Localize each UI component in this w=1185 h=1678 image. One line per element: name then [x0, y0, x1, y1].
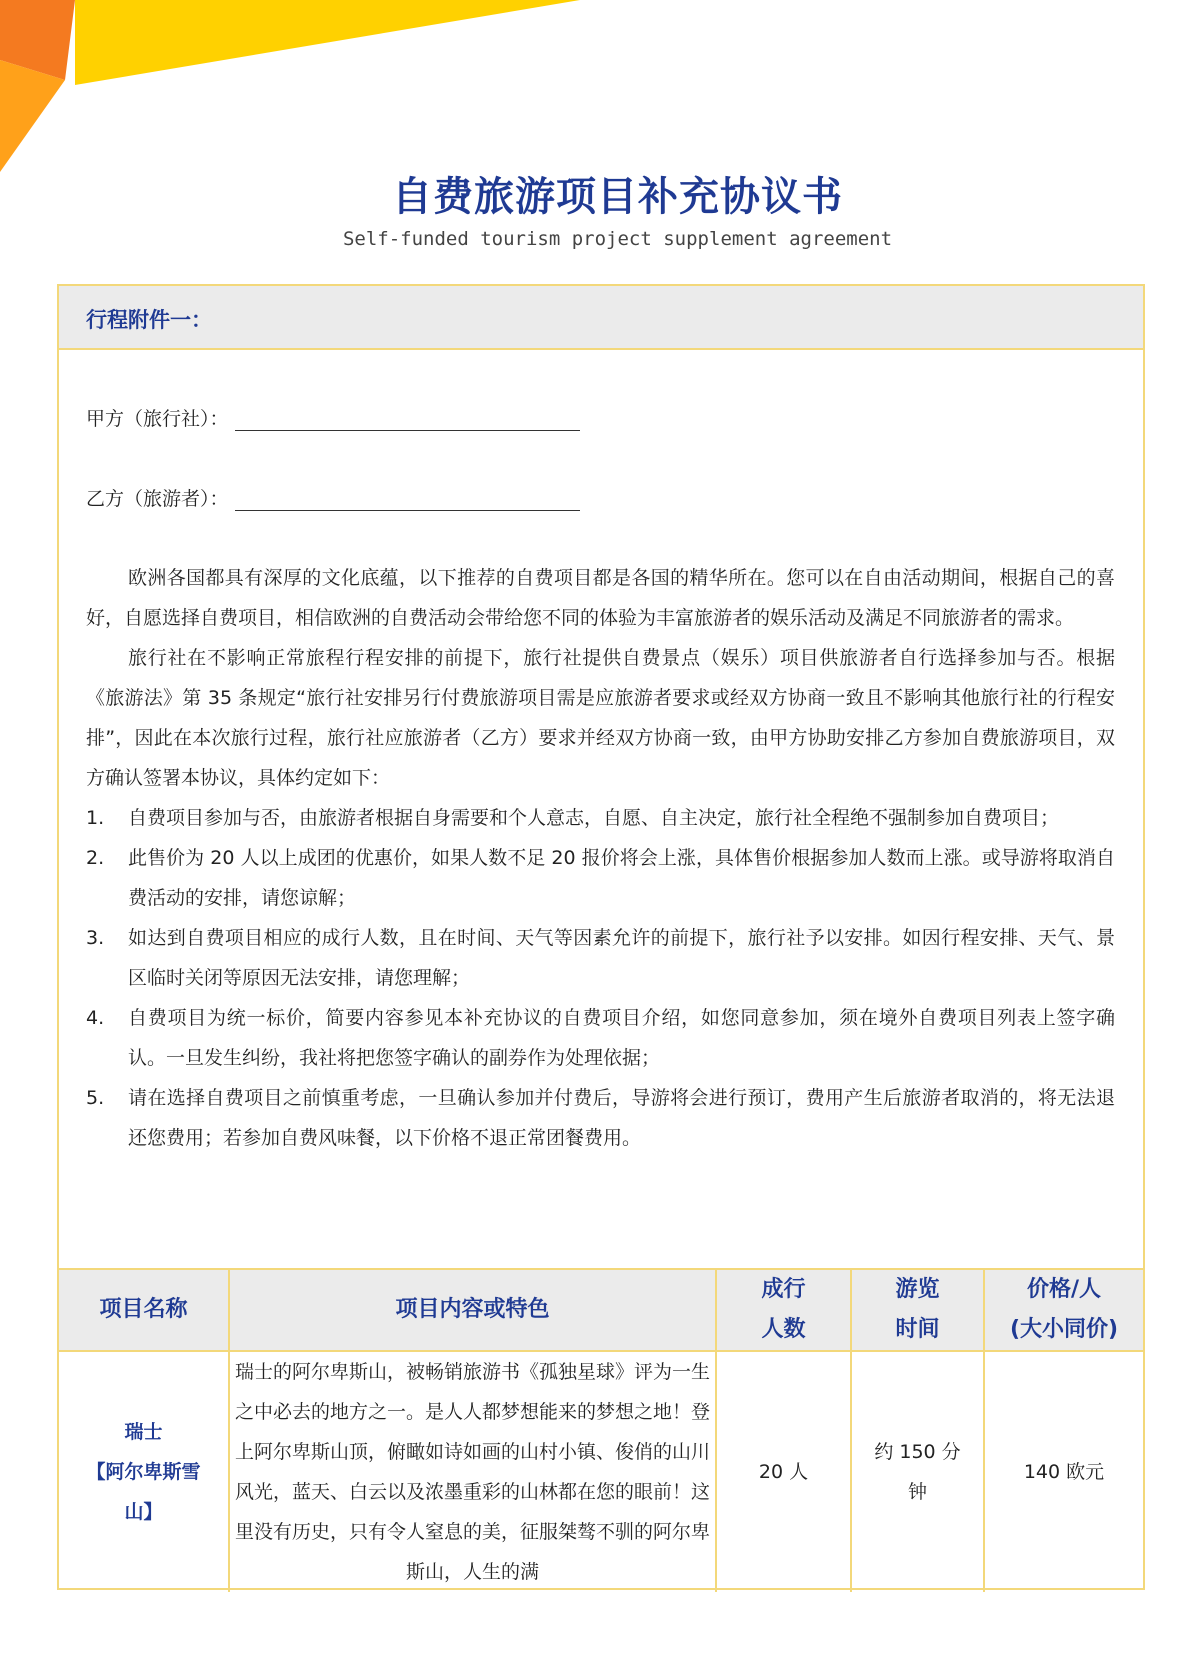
document-subtitle: Self-funded tourism project supplement agreement	[342, 228, 893, 250]
party-a-row	[86, 404, 580, 431]
header-people	[716, 1269, 851, 1351]
header-people-line1: 成行	[761, 1277, 806, 1302]
item-content: 瑞士的阿尔卑斯山，被畅销旅游书《孤独星球》评为一生之中必去的地方之一。是人人都梦想能来的梦想之地！登上阿尔卑斯山顶，俯瞰如诗如画的山村小镇、俊俏的山川风光，蓝天、白云以及浓墨重彩的山林都在您的眼前！这里没有历史，只有令人窒息的美，征服桀骜不驯的阿尔卑斯山，人生的满	[229, 1351, 716, 1592]
item-name-line1: 瑞士	[124, 1421, 163, 1443]
document-title: 自费旅游项目补充协议书	[392, 174, 843, 220]
term-number: 4.	[86, 1007, 105, 1029]
item-time-line2: 钟	[907, 1481, 927, 1503]
agreement-frame	[57, 284, 1145, 1590]
header-price	[984, 1269, 1143, 1351]
term-number: 5.	[86, 1087, 105, 1109]
header-time-line1: 游览	[895, 1277, 940, 1302]
party-b-label: 乙方（旅游者）：	[86, 488, 229, 510]
terms-paragraph: 旅行社在不影响正常旅程行程安排的前提下，旅行社提供自费景点（娱乐）项目供旅游者自行选择参加与否。根据《旅游法》第 35 条规定“旅行社安排另行付费旅游项目需是应旅游者要求或经双方协商一致且不影响其他旅行社的行程安排”，因此在本次旅行过程，旅行社应旅游者（乙方）要求并经双方协商一致，由甲方协助安排乙方参加自费旅游项目，双方确认签署本协议，具体约定如下：	[86, 647, 1115, 789]
term-text: 自费项目为统一标价，简要内容参见本补充协议的自费项目介绍，如您同意参加，须在境外自费项目列表上签字确认。一旦发生纠纷，我社将把您签字确认的副券作为处理依据；	[128, 1007, 1115, 1069]
term-number: 1.	[86, 807, 105, 829]
item-time	[851, 1351, 984, 1592]
header-name: 项目名称	[59, 1269, 229, 1351]
table-row	[59, 1351, 1143, 1592]
term-item	[86, 918, 1115, 998]
item-name-line3: 山】	[124, 1501, 163, 1523]
party-a-signature-line[interactable]	[235, 410, 580, 431]
header-price-line1: 价格/人	[1026, 1277, 1102, 1302]
header-content: 项目内容或特色	[229, 1269, 716, 1351]
item-name	[59, 1351, 229, 1592]
header-people-line2: 人数	[761, 1317, 806, 1342]
term-text: 自费项目参加与否，由旅游者根据自身需要和个人意志，自愿、自主决定，旅行社全程绝不强制参加自费项目；	[128, 807, 1060, 829]
item-time-line1: 约 150 分	[874, 1441, 961, 1463]
party-a-label: 甲方（旅行社）：	[86, 408, 229, 430]
yellow-stripe	[75, 0, 580, 85]
party-b-signature-line[interactable]	[235, 490, 580, 511]
term-number: 2.	[86, 847, 105, 869]
term-item	[86, 838, 1115, 918]
term-text: 请在选择自费项目之前慎重考虑，一旦确认参加并付费后，导游将会进行预订，费用产生后旅游者取消的，将无法退还您费用；若参加自费风味餐，以下价格不退正常团餐费用。	[128, 1087, 1115, 1149]
section-heading: 行程附件一：	[86, 308, 212, 332]
term-item	[86, 1078, 1115, 1158]
header-price-line2: (大小同价)	[1009, 1317, 1119, 1342]
term-number: 3.	[86, 927, 105, 949]
self-funded-items-table	[59, 1268, 1143, 1592]
agreement-body	[86, 558, 1115, 1158]
terms-list	[86, 798, 1115, 1158]
corner-decoration	[0, 0, 600, 175]
header-time-line2: 时间	[895, 1317, 940, 1342]
header-time	[851, 1269, 984, 1351]
item-name-line2: 【阿尔卑斯雪	[86, 1461, 201, 1483]
item-price: 140 欧元	[984, 1351, 1143, 1592]
item-people: 20 人	[716, 1351, 851, 1592]
term-text: 此售价为 20 人以上成团的优惠价，如果人数不足 20 报价将会上涨，具体售价根据参加人数而上涨。或导游将取消自费活动的安排，请您谅解；	[128, 847, 1115, 909]
intro-paragraph: 欧洲各国都具有深厚的文化底蕴，以下推荐的自费项目都是各国的精华所在。您可以在自由活动期间，根据自己的喜好，自愿选择自费项目，相信欧洲的自费活动会带给您不同的体验为丰富旅游者的娱乐活动及满足不同旅游者的需求。	[86, 567, 1115, 629]
term-text: 如达到自费项目相应的成行人数，且在时间、天气等因素允许的前提下，旅行社予以安排。如因行程安排、天气、景区临时关闭等原因无法安排，请您理解；	[128, 927, 1115, 989]
party-b-row	[86, 484, 580, 511]
term-item	[86, 998, 1115, 1078]
term-item	[86, 798, 1115, 838]
table-header-row	[59, 1269, 1143, 1351]
section-header	[59, 286, 1143, 350]
